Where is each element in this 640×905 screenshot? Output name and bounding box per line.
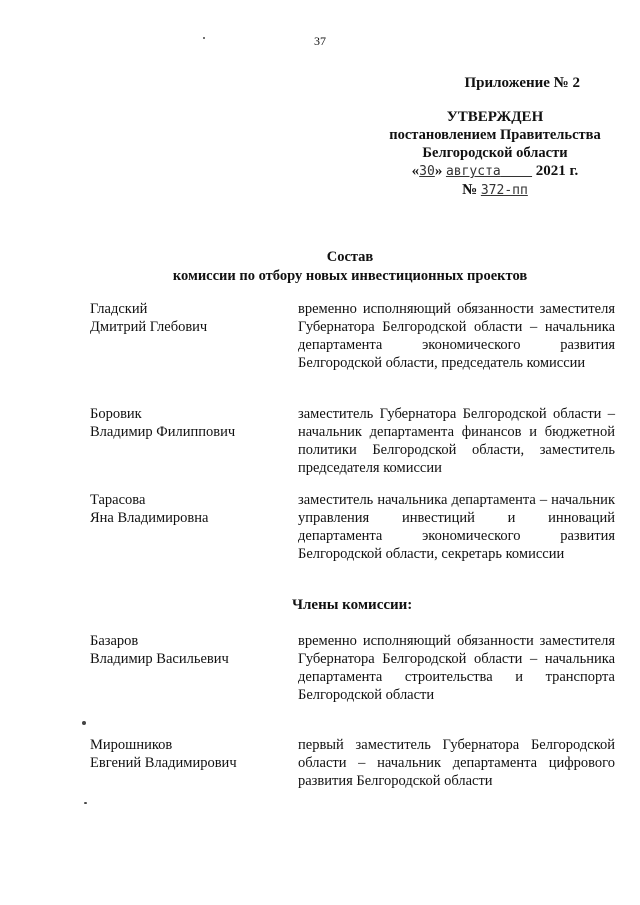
person-role: первый заместитель Губернатора Белгородской области – начальник департамента цифрового развития Белгородской области [298,737,615,789]
approved-heading: УТВЕРЖДЕН [446,109,544,125]
person-surname: Боровик [90,406,142,422]
date-year: 2021 г. [535,163,579,179]
page-number: 37 [314,34,326,48]
person-role: заместитель Губернатора Белгородской области – начальник департамента финансов и бюджетной политики Белгородской области, заместитель председателя комиссии [298,406,615,476]
decree-line-2: Белгородской области [422,145,568,161]
scan-speck [84,802,87,804]
members-heading: Члены комиссии: [292,597,413,613]
person-given-name: Дмитрий Глебович [90,319,208,335]
person-surname: Тарасова [90,492,146,508]
date-close-quote: » [434,163,443,179]
person-surname: Мирошников [90,737,173,753]
title-line-2: комиссии по отбору новых инвестиционных проектов [172,268,528,284]
person-name [90,632,290,668]
decree-number [360,181,630,200]
number-prefix: № [462,182,478,198]
date-month: августа [445,164,501,179]
date-day: 30 [419,164,435,179]
person-given-name: Владимир Филиппович [90,424,236,440]
person-given-name: Владимир Васильевич [90,651,229,667]
number-value: 372-пп [480,183,528,198]
person-given-name: Евгений Владимирович [90,755,237,771]
person-name [90,491,290,527]
person-surname: Базаров [90,633,139,649]
appendix-label: Приложение № 2 [464,75,580,91]
document-title [0,248,640,286]
title-line-1: Состав [326,249,374,265]
scan-speck [82,721,86,725]
scan-speck [203,37,205,39]
person-role: временно исполняющий обязанности заместителя Губернатора Белгородской области – начальника департамента строительства и транспорта Белгородской области [298,633,615,703]
person-name [90,300,290,336]
person-given-name: Яна Владимировна [90,510,209,526]
person-surname: Гладский [90,301,148,317]
person-role: временно исполняющий обязанности заместителя Губернатора Белгородской области – начальника департамента экономического развития Белгородской области, председатель комиссии [298,301,615,371]
person-name [90,405,290,441]
decree-date [360,162,630,181]
person-name [90,736,290,772]
decree-line-1: постановлением Правительства [389,127,601,143]
approval-block [360,108,630,200]
date-open-quote: « [411,163,420,179]
person-role: заместитель начальника департамента – начальник управления инвестиций и инноваций департамента экономического развития Белгородской области, секретарь комиссии [298,492,615,562]
